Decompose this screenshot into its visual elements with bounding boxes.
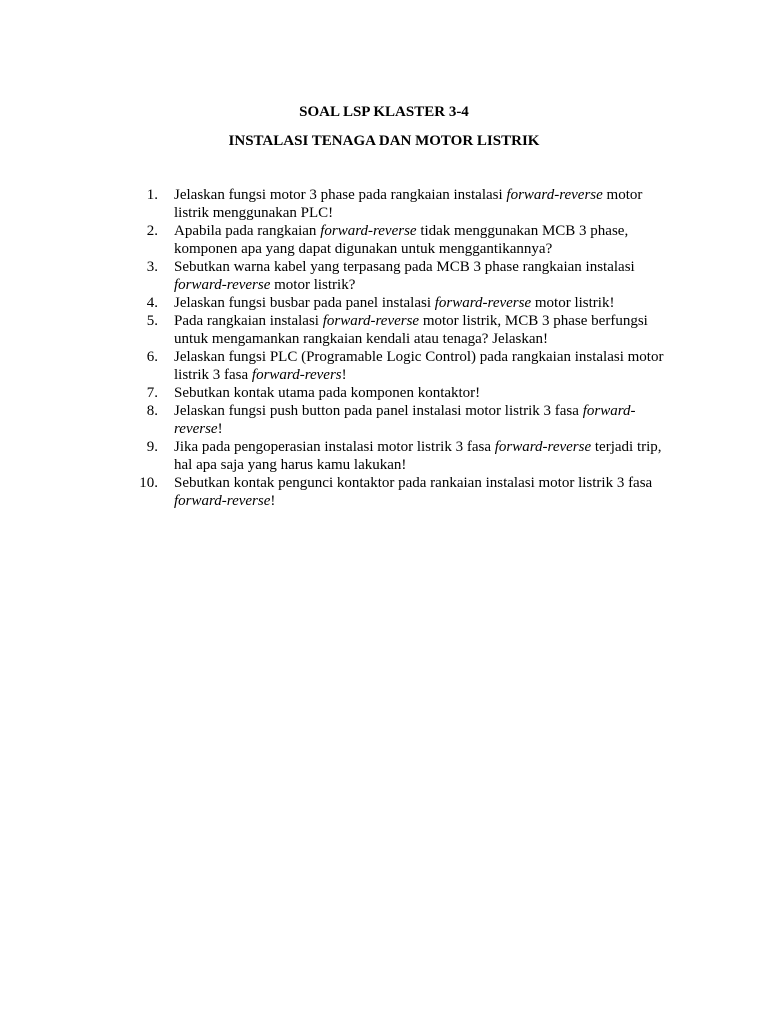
question-item xyxy=(0,186,664,222)
question-text: Sebutkan kontak utama pada komponen kontaktor! xyxy=(174,385,481,401)
question-text: Sebutkan warna kabel yang terpasang pada MCB 3 phase rangkaian instalasi xyxy=(174,259,635,275)
question-item xyxy=(0,384,664,402)
question-italic-term: forward-reverse xyxy=(494,439,592,455)
question-italic-term: forward-revers xyxy=(251,367,342,383)
question-item xyxy=(0,348,664,384)
question-text: motor listrik, MCB 3 phase berfungsi untuk mengamankan rangkaian kendali atau tenaga? Jelaskan! xyxy=(174,313,648,347)
question-text: ! xyxy=(270,493,276,509)
question-text: terjadi trip, hal apa saja yang harus kamu lakukan! xyxy=(174,439,662,473)
question-number: 9. xyxy=(146,439,158,455)
question-text: Pada rangkaian instalasi xyxy=(174,313,323,329)
question-item xyxy=(0,438,664,474)
question-number: 4. xyxy=(146,295,158,311)
question-italic-term: forward-reverse xyxy=(174,403,636,437)
question-text: ! xyxy=(341,367,347,383)
question-number: 5. xyxy=(146,313,158,329)
question-item xyxy=(0,402,664,438)
document-title: SOAL LSP KLASTER 3-4 xyxy=(299,104,469,120)
question-italic-term: forward-reverse xyxy=(506,187,603,203)
document-subtitle: INSTALASI TENAGA DAN MOTOR LISTRIK xyxy=(228,133,540,149)
question-number: 1. xyxy=(146,187,158,203)
question-number: 2. xyxy=(146,223,158,239)
question-item xyxy=(0,474,664,510)
question-text: motor listrik? xyxy=(270,277,356,293)
question-italic-term: forward-reverse xyxy=(322,313,420,329)
question-text: Apabila pada rangkaian xyxy=(174,223,321,239)
question-number: 3. xyxy=(146,259,158,275)
question-text: ! xyxy=(217,421,223,437)
question-list xyxy=(0,186,768,510)
question-text: Jika pada pengoperasian instalasi motor listrik 3 fasa xyxy=(174,439,495,455)
question-item xyxy=(0,258,664,294)
question-text: Sebutkan kontak pengunci kontaktor pada rankaian instalasi motor listrik 3 fasa xyxy=(174,475,653,491)
question-text: Jelaskan fungsi motor 3 phase pada rangkaian instalasi xyxy=(174,187,507,203)
question-italic-term: forward-reverse xyxy=(174,493,271,509)
question-number: 6. xyxy=(146,349,158,365)
question-italic-term: forward-reverse xyxy=(174,277,271,293)
question-number: 8. xyxy=(146,403,158,419)
question-text: Jelaskan fungsi PLC (Programable Logic Control) pada rangkaian instalasi motor listrik 3 fasa xyxy=(174,349,664,383)
question-text: tidak menggunakan MCB 3 phase, komponen apa yang dapat digunakan untuk menggantikannya? xyxy=(174,223,629,257)
question-italic-term: forward-reverse xyxy=(434,295,532,311)
question-item xyxy=(0,222,664,258)
question-number: 7. xyxy=(146,385,158,401)
question-text: motor listrik menggunakan PLC! xyxy=(174,187,643,221)
question-text: Jelaskan fungsi busbar pada panel instalasi xyxy=(174,295,435,311)
question-text: Jelaskan fungsi push button pada panel instalasi motor listrik 3 fasa xyxy=(174,403,583,419)
question-number: 10. xyxy=(139,475,158,491)
question-item xyxy=(0,312,664,348)
question-italic-term: forward-reverse xyxy=(320,223,417,239)
question-item xyxy=(0,294,664,312)
question-text: motor listrik! xyxy=(531,295,615,311)
